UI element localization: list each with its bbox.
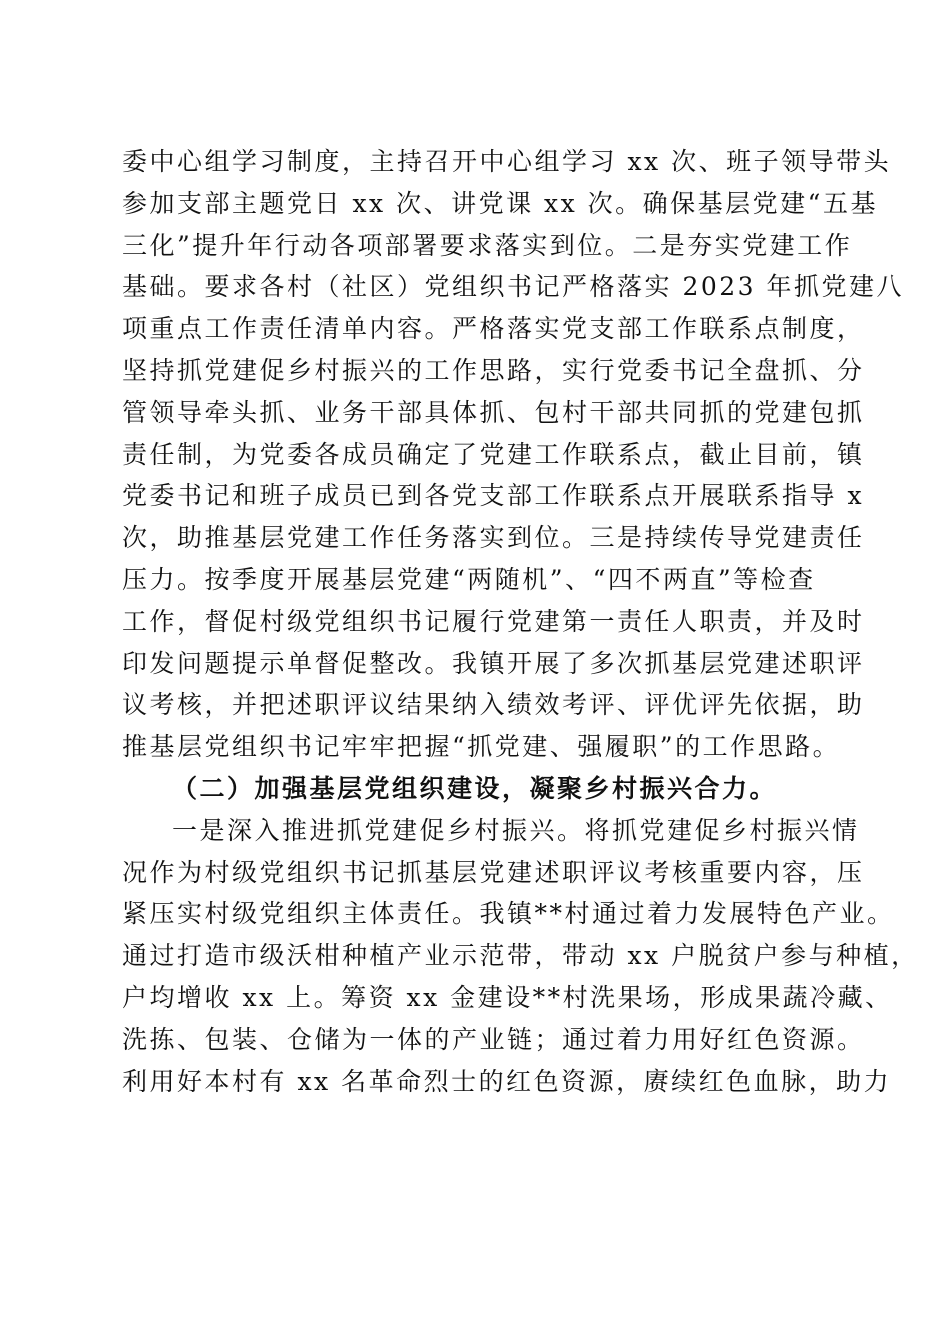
text-line: 户均增收 xx 上。筹资 xx 金建设**村洗果场，形成果蔬冷藏、	[122, 982, 893, 1012]
text-line: 通过打造市级沃柑种植产业示范带，带动 xx 户脱贫户参与种植，	[122, 941, 919, 971]
text-line: 利用好本村有 xx 名革命烈士的红色资源，赓续红色血脉，助力	[122, 1066, 892, 1096]
text-line: 紧压实村级党组织主体责任。我镇**村通过着力发展特色产业。	[122, 899, 895, 929]
text-line: 项重点工作责任清单内容。严格落实党支部工作联系点制度，	[122, 314, 865, 344]
text-line: 坚持抓党建促乡村振兴的工作思路，实行党委书记全盘抓、分	[122, 355, 865, 385]
text-line: 委中心组学习制度，主持召开中心组学习 xx 次、班子领导带头	[122, 147, 892, 176]
text-line: 议考核，并把述职评议结果纳入绩效考评、评优评先依据，助	[122, 690, 865, 720]
text-line: 洗拣、包装、仓储为一体的产业链；通过着力用好红色资源。	[122, 1024, 865, 1054]
text-line: 压力。按季度开展基层党建“两随机”、“四不两直”等检查	[122, 564, 816, 594]
text-line: 工作，督促村级党组织书记履行党建第一责任人职责，并及时	[122, 606, 865, 636]
text-line: 基础。要求各村（社区）党组织书记严格落实 2023 年抓党建八	[122, 272, 905, 302]
text-line: 参加支部主题党日 xx 次、讲党课 xx 次。确保基层党建“五基	[122, 188, 878, 218]
paragraph-first-line: 一是深入推进抓党建促乡村振兴。将抓党建促乡村振兴情	[172, 815, 860, 845]
text-line: 三化”提升年行动各项部署要求落实到位。二是夯实党建工作	[122, 230, 853, 260]
body-text	[122, 141, 919, 1102]
text-line: 次，助推基层党建工作任务落实到位。三是持续传导党建责任	[122, 523, 865, 553]
text-line: 党委书记和班子成员已到各党支部工作联系点开展联系指导 x	[122, 481, 865, 511]
text-line: 推基层党组织书记牢牢把握“抓党建、强履职”的工作思路。	[122, 732, 841, 762]
text-line: 管领导牵头抓、业务干部具体抓、包村干部共同抓的党建包抓	[122, 397, 865, 427]
section-heading: （二）加强基层党组织建设，凝聚乡村振兴合力。	[172, 773, 778, 803]
text-line: 印发问题提示单督促整改。我镇开展了多次抓基层党建述职评	[122, 648, 865, 678]
text-line: 责任制，为党委各成员确定了党建工作联系点，截止目前，镇	[122, 439, 865, 469]
text-line: 况作为村级党组织书记抓基层党建述职评议考核重要内容，压	[122, 857, 865, 887]
